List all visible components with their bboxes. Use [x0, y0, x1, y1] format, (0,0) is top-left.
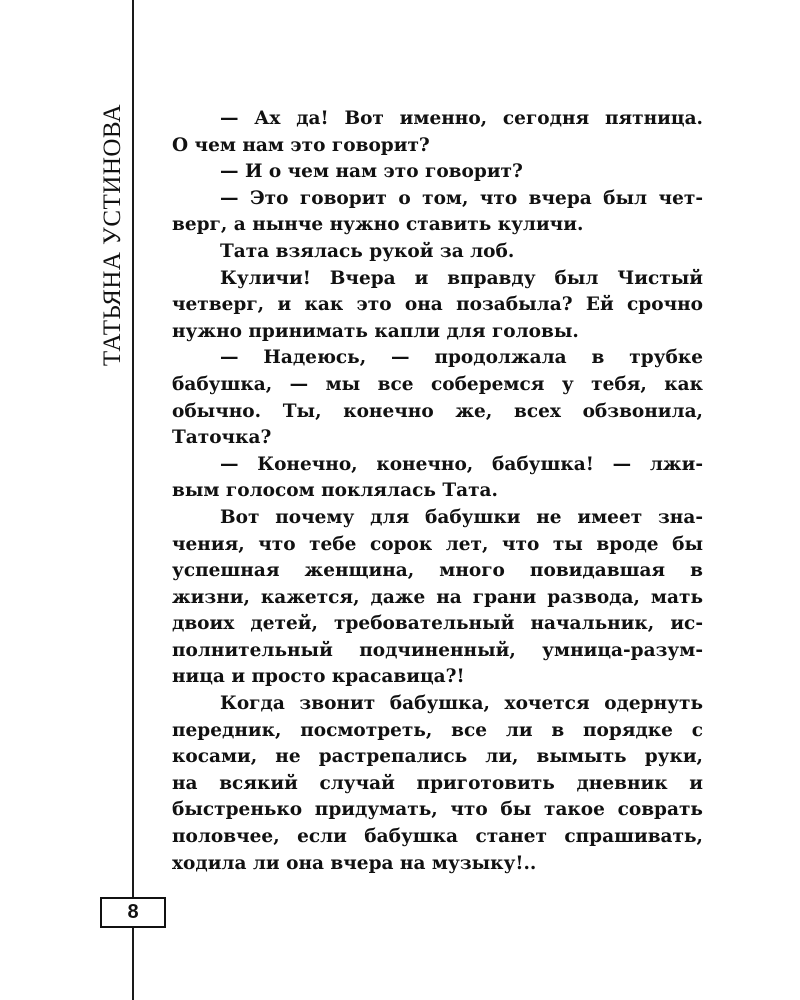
text-line: успешная женщина, много повидавшая в	[172, 560, 703, 582]
text-line: быстренько придумать, что бы такое соврать	[172, 799, 703, 821]
text-line: ница и просто красавица?!	[172, 666, 465, 688]
text-line: верг, а нынче нужно ставить куличи.	[172, 214, 584, 236]
text-line: О чем нам это говорит?	[172, 134, 430, 156]
text-line: Тата взялась рукой за лоб.	[220, 240, 515, 262]
text-line: вым голосом поклялась Тата.	[172, 480, 498, 502]
text-line: косами, не растрепались ли, вымыть руки,	[172, 746, 703, 768]
author-name: ТАТЬЯНА УСТИНОВА	[99, 103, 126, 367]
text-line: на всякий случай приготовить дневник и	[172, 772, 703, 794]
page-number: 8	[127, 901, 139, 923]
text-line: — Надеюсь, — продолжала в трубке	[220, 347, 703, 369]
text-line: полнительный подчиненный, умница-разум-	[172, 639, 703, 661]
text-line: чения, что тебе сорок лет, что ты вроде бы	[172, 533, 703, 555]
text-line: бабушка, — мы все соберемся у тебя, как	[172, 373, 703, 395]
text-line: — Это говорит о том, что вчера был чет-	[220, 187, 703, 209]
text-line: Таточка?	[172, 427, 272, 449]
page-number-box	[100, 897, 166, 928]
text-line: — И о чем нам это говорит?	[220, 161, 523, 183]
text-line: половчее, если бабушка станет спрашивать,	[172, 826, 703, 848]
text-line: Когда звонит бабушка, хочется одернуть	[220, 693, 703, 715]
text-line: четверг, и как это она позабыла? Ей срочно	[172, 294, 703, 316]
text-line: обычно. Ты, конечно же, всех обзвонила,	[172, 400, 703, 422]
body-text	[172, 106, 703, 877]
text-line: Вот почему для бабушки не имеет зна-	[220, 506, 703, 528]
text-line: — Ах да! Вот именно, сегодня пятница.	[220, 108, 703, 129]
text-line: передник, посмотреть, все ли в порядке с	[172, 719, 703, 741]
text-line: Куличи! Вчера и вправду был Чистый	[220, 267, 703, 289]
text-line: жизни, кажется, даже на грани развода, мать	[172, 586, 703, 608]
running-head	[93, 103, 133, 367]
text-line: ходила ли она вчера на музыку!..	[172, 852, 537, 874]
text-line: — Конечно, конечно, бабушка! — лжи-	[220, 453, 703, 475]
text-line: двоих детей, требовательный начальник, ис-	[172, 613, 703, 635]
text-line: нужно принимать капли для головы.	[172, 320, 579, 342]
